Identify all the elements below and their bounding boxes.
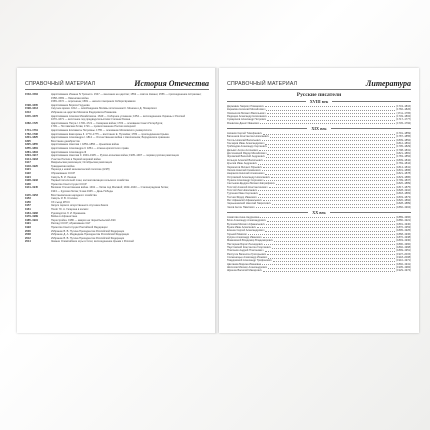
writer-name: Распутин Валентин Григорьевич [227,252,267,256]
left-page [17,68,217,333]
writer-years: (1937–2015) [396,252,411,256]
leader-dots [267,112,396,114]
writer-name: Достоевский Фёдор Михайлович [227,152,267,156]
event-text: Царствование Александра I. 1812 — Отечественная война с Наполеоном; Бородинское сражение [51,136,170,140]
event-text: Царствование Екатерины II. 1773–1775 — восстание Е. Пугачёва; 1783 — присоединение Крыма [51,132,169,136]
leader-dots [268,145,395,147]
event-text: 1709 — Полтавская битва; 1721 — провозглашение России империей [51,125,136,129]
right-header-label: СПРАВОЧНЫЙ МАТЕРИАЛ [227,81,298,87]
event-year: 1936 [25,182,31,186]
writer-name: Паустовский Константин Георгиевич [227,246,271,250]
event-text: Образование СССР [51,172,76,176]
event-text: 1670–1671 — восстание под предводительством Степана Разина [51,118,131,122]
event-year: 1921 [25,168,31,172]
writer-name: Аксаков Сергей Тимофеевич [227,132,262,136]
right-page-title: Литература [365,79,411,88]
event-text: Принятие Конституции СССР [51,182,87,186]
writer-years: (1929–1974) [396,269,411,273]
writer-years: (1821–1881) [396,152,411,156]
event-year: 1533–1584 [25,93,38,96]
event-year: 2000 [25,229,31,233]
writer-years: (1820–1892) [396,198,411,202]
event-text: Февральская революция; Октябрьская революция [51,161,112,165]
writer-name: Лесков Николай Семёнович [227,168,261,172]
writer-row [227,122,411,125]
leader-dots [265,172,395,174]
leader-dots [271,176,395,178]
event-text: 1943 — Курская битва; 9 мая 1945 — День Победы [51,190,113,194]
event-text: Великая Отечественная война. 1941 — битва под Москвой; 1942–1943 — Сталинградская битва; [51,186,169,190]
event-year: 1598–1605 [25,103,38,107]
writer-name: Маяковский Владимир Владимирович [227,239,274,243]
leader-dots [266,108,395,110]
leader-dots [265,249,396,251]
writer-years: (1791–1859) [396,132,411,136]
leader-dots [256,206,396,208]
event-year: 2012 [25,236,31,240]
event-year: 1825 [25,139,31,143]
event-text: Смерть В. И. Ленина [51,175,77,179]
timeline-entry [25,240,209,244]
writer-name: Радищев Александр Николаевич [227,115,267,119]
writer-name: Булгаков Михаил Афанасьевич [227,222,265,226]
leader-dots [258,162,395,164]
writer-name: Шолохов Михаил Александрович [227,266,268,270]
writer-name: Островский Александр Николаевич [227,175,270,179]
writer-years: (1828–1910) [396,188,411,192]
writer-name: Кольцов Алексей Васильевич [227,158,263,162]
leader-dots [260,216,395,218]
leader-dots [263,132,395,134]
event-year: 1855–1881 [25,146,38,150]
event-text: Распад СССР; образование СНГ [51,222,91,226]
event-text: Перестройка. 1986 — авария на Чернобыльской АЭС [51,218,116,222]
leader-dots [259,149,395,151]
event-text: Смерть И. В. Сталина [51,197,78,201]
writer-years: (1828–1889) [396,202,411,206]
writer-name: Ломоносов Михаил Васильевич [227,111,266,115]
event-text: Избрание Д. А. Медведева Президентом Российской Федерации [51,233,130,237]
event-text: Переход к новой экономической политике (НЭП) [51,168,110,172]
writer-years: (1717–1777) [396,118,411,122]
century-heading [227,99,411,104]
leader-dots [272,202,395,204]
writer-name: Шукшин Василий Макарович [227,269,262,273]
writer-years: (1891–1940) [396,222,411,226]
leader-dots [266,223,395,225]
event-text: Царствование Александра III [51,150,87,154]
leader-dots [276,182,395,184]
event-year: 1917 [25,161,31,165]
century-label: XVIII век [309,99,329,104]
event-year: 1682–1725 [25,121,38,125]
event-year: 1957 [25,204,31,208]
event-year: 1894–1917 [25,154,38,158]
leader-dots [263,236,396,238]
leader-dots [267,253,395,255]
event-year: 1918–1920 [25,164,38,168]
event-year: 1991 [25,222,31,226]
writer-years: (1769–1844) [396,162,411,166]
writer-name: Лермонтов Михаил Юрьевич [227,165,262,169]
writer-years: (1870–1953) [396,226,411,229]
writer-name: Грибоедов Александр Сергеевич [227,145,267,149]
writer-name: Фонвизин Денис Иванович [227,121,260,125]
writer-years: (1880–1921) [396,219,411,223]
leader-dots [260,122,395,124]
leader-dots [264,159,395,161]
writer-years: (1818–1883) [396,192,411,196]
event-text: Царствование Елизаветы Петровны. 1755 — основание Московского университета [51,128,152,132]
event-year: 1762–1796 [25,132,38,136]
event-text: Избрание В. В. Путина Президентом Российской Федерации [51,229,125,233]
event-text: Гражданская война [51,164,75,168]
event-text: Зимние Олимпийские игры в Сочи; воссоединение Крыма с Россией [51,240,134,244]
writer-name: Некрасов Николай Алексеевич [227,172,265,176]
writer-years: (1711–1765) [396,111,411,115]
event-text: Царствование Александра II. 1861 — отмена крепостного права [51,146,129,150]
writer-years: (1899–1951) [396,249,411,253]
event-year: 1645–1676 [25,114,38,118]
writer-years: (1749–1802) [396,115,411,119]
writer-name: Блок Александр Александрович [227,219,266,223]
writer-years: (1823–1886) [396,175,411,179]
event-year: 1964–1982 [25,211,38,215]
event-text: Царствование Николая I. 1853–1856 — Крымская война [51,143,119,147]
left-page-header [25,75,209,90]
leader-dots [267,152,395,154]
writer-name: Державин Гавриил Романович [227,105,264,108]
leader-dots [265,142,395,144]
writer-name: Горький Максим [227,232,247,236]
event-year: 1914–1918 [25,157,38,161]
event-text: Царствование Иоанна IV Грозного. 1547 — венчание на царство; 1552 — взятие Казани; 1556 — присоединение Астрахани; 1558–1583 — Ливонская война [51,93,202,100]
writer-name: Гончаров Иван Александрович [227,142,265,146]
event-text: Запуск первого искусственного спутника Земли [51,204,109,208]
leader-dots [268,266,395,268]
writer-row [227,269,411,272]
writer-years: (1809–1842) [396,158,411,162]
writer-name: Тургенев Иван Сергеевич [227,192,258,196]
writer-row [227,206,411,209]
right-page-header [227,75,411,90]
leader-dots [273,259,396,261]
leader-dots [262,263,395,265]
leader-dots [262,169,396,171]
writer-name: Платонов Андрей Платонович [227,249,264,253]
writer-years: (1870–1938) [396,236,411,240]
writer-years: (1783–1852) [396,155,411,159]
writer-name: Жуковский Василий Андреевич [227,155,265,159]
event-year: 1953 [25,197,31,201]
leader-dots [265,229,395,231]
writer-name: Бунин Иван Алексеевич [227,226,256,229]
writer-years: (1766–1826) [396,108,411,112]
leader-dots [270,135,395,137]
century-label: XX век [312,209,326,215]
writer-name: Солженицын Александр Исаевич [227,256,268,260]
event-text: Принятие Конституции Российской Федерации [51,225,108,229]
writer-name: Карамзин Николай Михайлович [227,108,266,112]
century-label: XIX век [311,126,327,132]
leader-dots [267,219,395,221]
event-year: 1993 [25,225,31,229]
event-text: Царствование Петра I. 1700–1721 — Северная война; 1703 — основание Санкт-Петербурга; [51,121,163,125]
writer-name: Фет Афанасий Афанасьевич [227,198,262,202]
writer-name: Крылов Иван Андреевич [227,162,257,166]
event-year: 1825–1855 [25,143,38,147]
right-page [219,68,419,333]
writer-name: Толстой Лев Николаевич [227,188,258,192]
leader-dots [258,189,395,191]
leader-dots [272,246,395,248]
writer-name: Сумароков Александр Петрович [227,118,267,122]
writer-name: Батюшков Константин Николаевич [227,135,269,139]
event-year: 1924 [25,175,31,179]
writer-years: (1910–1971) [396,259,411,263]
writers-content [227,92,411,273]
leader-dots [264,243,395,245]
writer-name: Салтыков-Щедрин Михаил Евграфович [227,182,275,186]
writer-years: (1892–1941) [396,262,411,266]
event-text: Восстановление народного хозяйства [51,193,97,197]
writer-years: (1868–1936) [396,232,411,236]
leader-dots [264,179,395,181]
writer-years: (1743–1816) [396,105,411,108]
leader-dots [259,192,395,194]
leader-dots [268,256,395,258]
event-text: Избрание В. В. Путина Президентом Российской Федерации [51,236,125,240]
writer-name: Тютчев Фёдор Иванович [227,195,257,199]
writer-years: (1817–1875) [396,185,411,189]
writer-years: (1890–1960) [396,242,411,246]
event-text: 1565–1572 — опричнина; 1581 — начало покорения Сибири Ермаком [51,100,136,104]
event-year: 1979–1989 [25,215,38,219]
leader-dots [263,199,395,201]
event-year: 1961 [25,208,31,211]
event-year: 1598–1613 [25,107,38,111]
writer-years: (1892–1968) [396,246,411,250]
event-year: 1922 [25,172,31,176]
leader-dots [267,118,395,120]
writer-years: (1799–1837) [396,178,411,182]
event-year: 1941–1945 [25,186,38,190]
writer-years: (1798–1831) [396,148,411,152]
leader-dots [248,233,396,235]
leader-dots [257,226,395,228]
event-year: 1945–1953 [25,193,38,197]
left-page-title: История Отечества [134,79,209,88]
writer-name: Гоголь Николай Васильевич [227,138,261,142]
event-year: 1985–1991 [25,218,38,222]
event-year: 1613 [25,110,31,114]
leader-dots [266,155,395,157]
event-year: 2008 [25,233,31,237]
leader-dots [268,115,395,117]
writer-name: Пушкин Александр Сергеевич [227,178,264,182]
writer-years: (1889–1966) [396,215,411,219]
event-text: Полёт Ю. А. Гагарина в космос [51,208,89,211]
writer-years: (1826–1889) [396,182,411,186]
event-text: Избрание на царство Михаила Федоровича Романова [51,110,117,114]
leader-dots [269,186,396,188]
century-heading [227,126,411,131]
writer-name: Есенин Сергей Александрович [227,229,265,233]
event-text: Царствование Бориса Годунова [51,103,90,107]
writer-years: (1895–1925) [396,229,411,233]
writer-years: (1803–1873) [396,195,411,199]
event-text: Царствование Николая II. 1904–1905 — Русско-японская война; 1905–1907 — первая русская революция [51,154,179,158]
writer-years: (1814–1841) [396,165,411,169]
writer-name: Чехов Антон Павлович [227,205,255,209]
writer-name: Чернышевский Николай Гаврилович [227,202,271,206]
event-text: Руководство Л. И. Брежнева [51,211,86,215]
leader-dots [265,105,395,107]
event-text: XX съезд КПСС [51,200,70,204]
event-year: 1741–1761 [25,128,38,132]
writer-years: (1787–1855) [396,135,411,139]
writers-list [227,99,411,273]
writer-years: (1809–1852) [396,138,411,142]
writer-years: (1860–1904) [396,205,411,209]
writer-name: Пастернак Борис Леонидович [227,242,264,246]
writer-years: (1831–1895) [396,168,411,172]
writer-years: (1795–1829) [396,145,411,149]
writer-name: Куприн Александр Иванович [227,236,262,240]
event-year: 2014 [25,240,31,244]
writer-years: (1745–1792) [396,121,411,125]
leader-dots [258,196,396,198]
event-text: Смутное время. 1612 — освобождение Москвы ополчением К. Минина и Д. Пожарского [51,107,157,111]
event-text: Восстание декабристов [51,139,80,143]
writer-name: Дельвиг Антон Антонович [227,148,259,152]
writer-name: Толстой Алексей Константинович [227,185,268,189]
writer-years: (1812–1891) [396,142,411,146]
leader-dots [263,166,395,168]
section-title: Русские писатели [296,92,342,98]
event-year: 1928–1932 [25,179,38,183]
leader-dots [262,139,395,141]
leader-dots [263,269,395,271]
writer-years: (1905–1984) [396,266,411,270]
writer-name: Цветаева Марина Ивановна [227,262,262,266]
leader-dots [274,239,395,241]
writer-name: Твардовский Александр Трифонович [227,259,272,263]
left-header-label: СПРАВОЧНЫЙ МАТЕРИАЛ [25,81,96,87]
writer-name: Ахматова Анна Андреевна [227,215,260,219]
event-text: Война в Афганистане [51,215,78,219]
history-timeline [25,93,209,244]
event-year: 1801–1825 [25,136,38,140]
century-heading [227,210,411,215]
writer-years: (1893–1930) [396,239,411,243]
event-year: 1956 [25,200,31,204]
event-text: Участие России в Первой мировой войне [51,157,101,161]
writer-years: (1821–1878) [396,172,411,176]
event-text: Первый пятилетний план; коллективизация сельского хозяйства [51,179,129,183]
event-text: Царствование Алексея Михайловича. 1649 — Соборное уложение; 1654 — воссоединение Украины с Россией [51,114,186,118]
event-year: 1881–1894 [25,150,38,154]
writer-years: (1918–2008) [396,256,411,260]
